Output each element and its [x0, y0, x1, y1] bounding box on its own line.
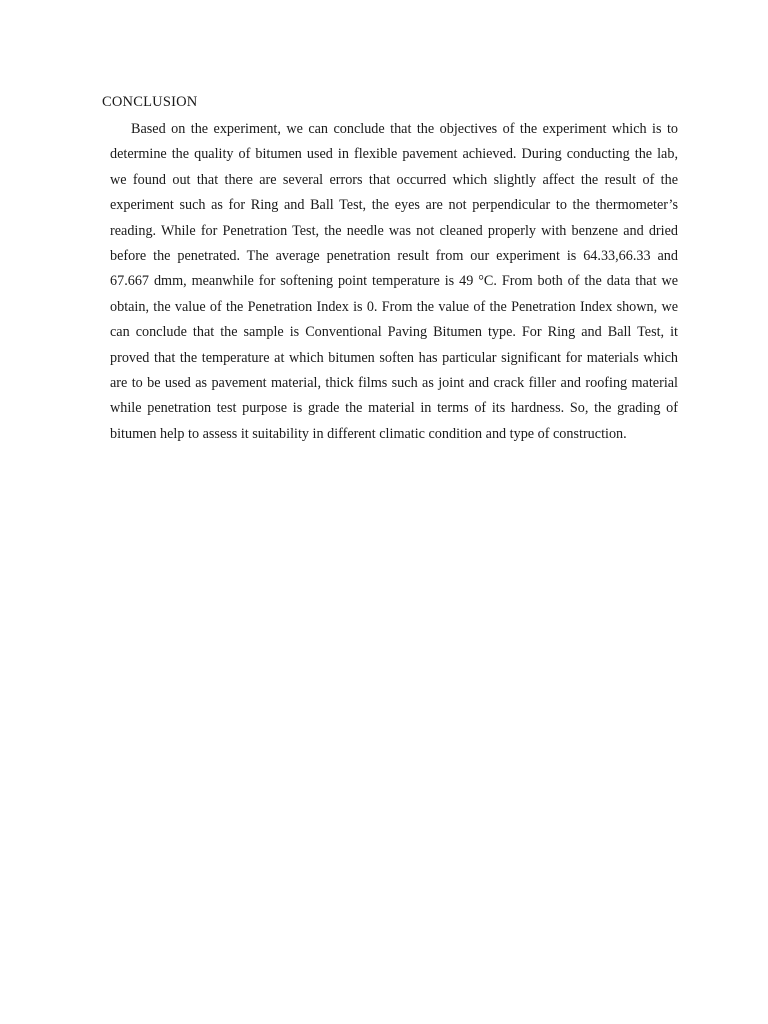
- paragraph-line: obtain, the value of the Penetration Index is 0. From the value of the Penetration Index shown, we: [110, 298, 678, 315]
- paragraph-line: reading. While for Penetration Test, the needle was not cleaned properly with benzene and dried: [110, 222, 678, 239]
- paragraph-line: can conclude that the sample is Conventional Paving Bitumen type. For Ring and Ball Test, it: [110, 324, 678, 341]
- paragraph-line: experiment such as for Ring and Ball Test, the eyes are not perpendicular to the thermometer’s: [110, 197, 678, 214]
- paragraph-line: Based on the experiment, we can conclude that the objectives of the experiment which is to: [131, 121, 678, 137]
- paragraph-line: we found out that there are several errors that occurred which slightly affect the result of the: [110, 171, 678, 188]
- paragraph-line: determine the quality of bitumen used in flexible pavement achieved. During conducting the lab,: [110, 146, 678, 163]
- section-heading: CONCLUSION: [102, 94, 198, 110]
- paragraph-line: while penetration test purpose is grade the material in terms of its hardness. So, the grading of: [110, 400, 678, 417]
- conclusion-paragraph: [110, 118, 678, 448]
- paragraph-line: are to be used as pavement material, thick films such as joint and crack filler and roofing material: [110, 374, 678, 391]
- paragraph-line: 67.667 dmm, meanwhile for softening point temperature is 49 °C. From both of the data that we: [110, 273, 678, 290]
- paragraph-line: before the penetrated. The average penetration result from our experiment is 64.33,66.33 and: [110, 247, 678, 264]
- paragraph-line: bitumen help to assess it suitability in different climatic condition and type of construction.: [110, 425, 627, 442]
- paragraph-line: proved that the temperature at which bitumen soften has particular significant for materials which: [110, 349, 678, 366]
